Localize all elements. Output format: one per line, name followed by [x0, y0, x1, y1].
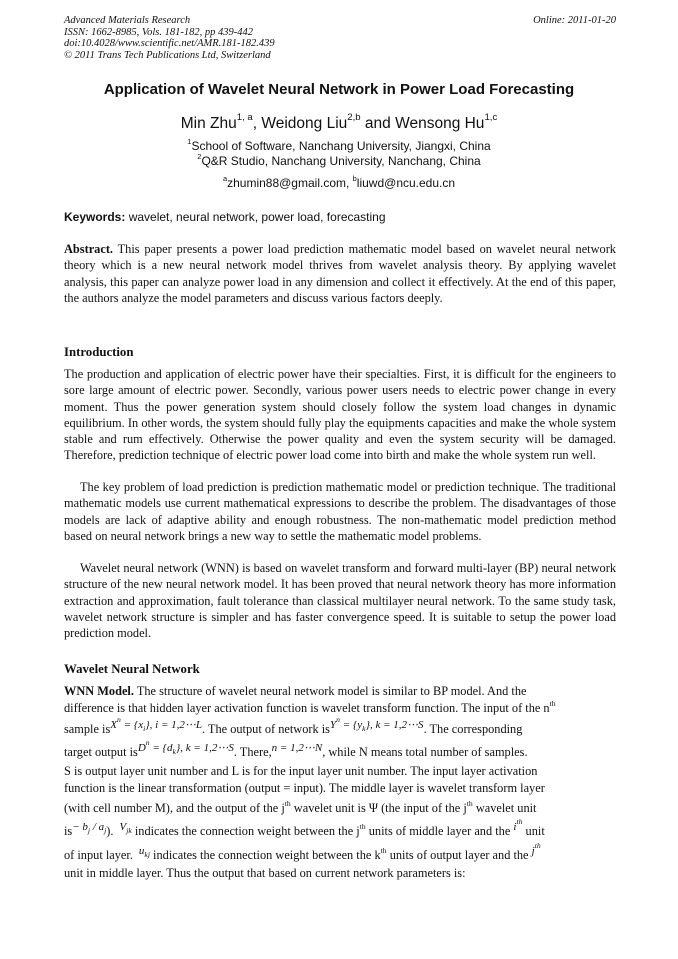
wnn-model-label: WNN Model. — [64, 684, 134, 698]
paper-page: Advanced Materials Research ISSN: 1662-8985, Vols. 181-182, pp 439-442 doi:10.4028/www.scientific.net/AMR.181-182.439 © 2011 Trans Tech Publications Ltd, Switzerland Online: 2011-01-20 Application of Wavelet Neural Network in Power Load Forecasting Min Zhu$^{1, a}$, Weidong Liu$^{2,b}$ and Wensong Hu$^{1,c}$ $^1$School of Software, Nanchang University, Jiangxi, China $^2$Q&R Studio, Nanchang University, Nanchang, China $^a$zhumin88@gmail.com, $^b$liuwd@ncu.edu.cn Keywords: wavelet, neural network, power load, forecasting Abstract. This paper presents a power load prediction mathematic model based on wavelet neural network theory which is a new neural network model thrives from wavelet analysis theory. By applying wavelet analysis, this paper can analyze power load in any dimension and collect it effectively. At the end of this paper, the authors analyze the model parameters and discuss various factors deeply. Introduction The production and application of electric power have their specialties. First, it is difficult for the engineers to sore large amount of electric power. Secondly, various power users needs to electric power change in every moment. Thus the power generation system should closely follow the system load changes in dynamic equilibrium. In other words, the system should fully play the equipments capacities and make the whole system stable and rum effectively. Otherwise the power quality and even the system security will be damaged. Therefore, prediction technique of electric power load come into birth and make the whole system run well. The key problem of load prediction is prediction mathematic model or prediction technique. The traditional mathematic models use current mathematical expressions to describe the problem. The disadvantages of those models are lack of adaptive ability and enough robustness. The non-mathematic model prediction method based on neural network brings a new way to settle the mathematic model problems. Wavelet neural network (WNN) is based on wavelet transform and forward multi-layer (BP) neural network structure of the new neural network model. It has been proved that neural network theory has more information extraction and approximation, fault tolerance than classical multilayer neural network. To the same study task, wavelet network structure is simpler and has faster convergence speed. It is suitable to setup the power load prediction model. Wavelet Neural Network WNN Model. The structure of wavelet neural network model is similar to BP model. And the difference is that hidden layer activation function is wavelet transform function. The input of the $n^{th}$ sample $isX^n = \{x_i\}$, i = 1,2⋯L. The output of network $isY^n = \{y_k\}$, k = 1,2⋯S. The corresponding target output $isD^n = \{d_k\}$, k = 1,2⋯S. There,n = 1,2⋯N, while N means total number of samples. S is output layer unit number and L is for the input layer unit number. The input layer activation function is the linear transformation (output = input). The middle layer is wavelet transform layer (with cell number M), and the output of the $j^{th}$ wavelet unit is Ψ (the input of the $j^{th}$ wavelet unit $is- b_j / a_j$). $V_{jk}$ indicates the connection weight between the $j^{th}$ units of middle layer and the $i^{th}$ unit of input layer. $u_{kj}$ indicates the connection weight between the $k^{th}$ units of output layer and the $j^{th}$ unit in middle layer. Thus the output that based on current network parameters is: — [0, 0, 678, 959]
keywords — [64, 210, 616, 225]
introduction-paragraph-1: The production and application of electric power have their specialties. First, it is difficult for the engineers to sore large amount of electric power. Secondly, various power users needs to electric power change in every moment. Thus the power generation system should closely follow the system load changes in dynamic equilibrium. In other words, the system should fully play the equipments capacities and make the whole system stable and rum effectively. Otherwise the power quality and even the system security will be damaged. Therefore, prediction technique of electric power load come into birth and make the whole system run well. — [64, 367, 616, 463]
section-heading-introduction: Introduction — [64, 345, 134, 359]
equation-weight-u: $u_{kj}$ — [138, 845, 150, 860]
author-name: Weidong Liu — [261, 115, 348, 132]
online-date: Online: 2011-01-20 — [533, 15, 616, 26]
introduction-paragraph-2: The key problem of load prediction is prediction mathematic model or prediction technique. The traditional mathematic models use current mathematical expressions to describe the problem. The disadvantages of those models are lack of adaptive ability and enough robustness. The non-mathematic model prediction method based on neural network brings a new way to settle the mathematic model problems. — [64, 480, 616, 543]
paper-title: Application of Wavelet Neural Network in Power Load Forecasting — [103, 81, 575, 98]
equation-wavelet-input: − $b_j / a_j$ — [72, 821, 107, 836]
introduction-paragraph-3: Wavelet neural network (WNN) is based on wavelet transform and forward multi-layer (BP) neural network structure of the new neural network model. It has been proved that neural network theory has more information extraction and approximation, fault tolerance than classical multilayer neural network. To the same study task, wavelet network structure is simpler and has faster convergence speed. It is suitable to setup the power load prediction model. — [64, 561, 616, 641]
abstract-label: Abstract. — [64, 242, 114, 256]
keywords-label: Keywords: — [64, 210, 126, 224]
email-link[interactable]: zhumin88@gmail.com, — [227, 176, 353, 190]
journal-name: Advanced Materials Research — [64, 15, 191, 26]
author-name: Min Zhu — [180, 115, 237, 132]
affiliation-1: $^1$School of Software, Nanchang University, Jiangxi, China — [187, 136, 491, 153]
equation-index-j: $j^{th}$ — [531, 841, 541, 857]
equation-weight-v: $V_{jk}$ — [119, 821, 132, 836]
author-affiliation-mark: 2,b — [347, 112, 361, 124]
doi-line: doi:10.4028/www.scientific.net/AMR.181-182.439 — [64, 38, 275, 50]
abstract-text: This paper presents a power load prediction mathematic model based on wavelet neural network theory which is a new neural network model thrives from wavelet analysis theory. By applying wavelet analysis, this paper can analyze power load in any dimension and collect it effectively. At the end of this paper, the authors analyze the model parameters and discuss various factors deeply. — [64, 242, 616, 305]
keywords-text: wavelet, neural network, power load, forecasting — [128, 210, 386, 224]
equation-index-i: $i^{th}$ — [513, 817, 523, 833]
abstract — [64, 241, 616, 306]
email-link[interactable]: liuwd@ncu.edu.cn — [356, 176, 456, 190]
equation-input-set: $X^n = \{x_i\}$, i = 1,2⋯L — [110, 715, 202, 734]
affiliation-2: $^2$Q&R Studio, Nanchang University, Nanchang, China — [197, 151, 481, 168]
equation-output-set: $Y^n = \{y_k\}$, k = 1,2⋯S — [329, 715, 424, 734]
author-affiliation-mark: 1,c — [484, 112, 498, 124]
copyright-line: © 2011 Trans Tech Publications Ltd, Switzerland — [64, 49, 271, 61]
author-affiliation-mark: 1, a — [236, 112, 253, 124]
author-list: Min Zhu$^{1, a}$, Weidong Liu$^{2,b}$ and Wensong Hu$^{1,c}$ — [180, 112, 498, 132]
equation-target-set: $D^n = \{d_k\}$, k = 1,2⋯S — [137, 738, 234, 757]
author-emails: $^a$zhumin88@gmail.com, $^b$liuwd@ncu.edu.cn — [222, 173, 456, 190]
journal-header — [64, 15, 616, 61]
section-heading-wnn: Wavelet Neural Network — [64, 662, 200, 676]
equation-sample-range: n = 1,2⋯N — [271, 742, 323, 754]
author-name: Wensong Hu — [395, 115, 485, 132]
issn-line: ISSN: 1662-8985, Vols. 181-182, pp 439-442 — [64, 26, 253, 38]
